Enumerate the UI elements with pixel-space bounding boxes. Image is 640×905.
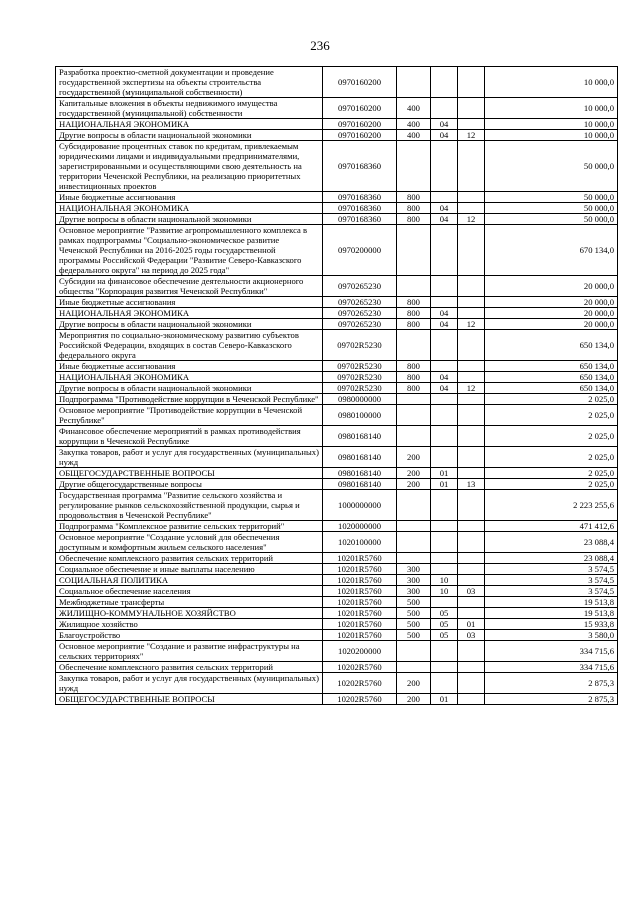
table-row bbox=[56, 192, 618, 203]
section-cell: 05 bbox=[431, 619, 458, 630]
target-code-cell: 0970168360 bbox=[323, 141, 397, 192]
amount-cell: 20 000,0 bbox=[485, 308, 618, 319]
row-name-cell: Субсидии на финансовое обеспечение деятельности акционерного общества "Корпорация развития Чеченской Республики" bbox=[56, 276, 323, 297]
row-name-cell: НАЦИОНАЛЬНАЯ ЭКОНОМИКА bbox=[56, 203, 323, 214]
amount-cell: 50 000,0 bbox=[485, 203, 618, 214]
expense-type-cell: 200 bbox=[397, 694, 431, 705]
table-row bbox=[56, 468, 618, 479]
expense-type-cell: 500 bbox=[397, 630, 431, 641]
section-cell: 04 bbox=[431, 130, 458, 141]
amount-cell: 650 134,0 bbox=[485, 383, 618, 394]
row-name-cell: Основное мероприятие "Развитие агропромышленного комплекса в рамках подпрограммы "Социально-экономическое развитие Чеченской Республики на 2016-2025 годы государственной программы Российской Федерации "Развитие Северо-Кавказского федерального округа" на период до 2025 года" bbox=[56, 225, 323, 276]
section-cell bbox=[431, 597, 458, 608]
expense-type-cell: 800 bbox=[397, 214, 431, 225]
section-cell bbox=[431, 361, 458, 372]
amount-cell: 2 025,0 bbox=[485, 405, 618, 426]
subsection-cell: 01 bbox=[458, 619, 485, 630]
section-cell bbox=[431, 67, 458, 98]
amount-cell: 2 875,3 bbox=[485, 694, 618, 705]
table-row bbox=[56, 276, 618, 297]
amount-cell: 3 574,5 bbox=[485, 586, 618, 597]
subsection-cell bbox=[458, 361, 485, 372]
budget-table bbox=[55, 66, 618, 705]
table-row bbox=[56, 521, 618, 532]
amount-cell: 10 000,0 bbox=[485, 67, 618, 98]
expense-type-cell: 500 bbox=[397, 608, 431, 619]
subsection-cell bbox=[458, 673, 485, 694]
section-cell bbox=[431, 192, 458, 203]
subsection-cell: 03 bbox=[458, 586, 485, 597]
amount-cell: 334 715,6 bbox=[485, 641, 618, 662]
target-code-cell: 10201R5760 bbox=[323, 575, 397, 586]
row-name-cell: Другие вопросы в области национальной экономики bbox=[56, 319, 323, 330]
section-cell: 05 bbox=[431, 630, 458, 641]
section-cell: 04 bbox=[431, 308, 458, 319]
expense-type-cell: 400 bbox=[397, 130, 431, 141]
subsection-cell bbox=[458, 308, 485, 319]
row-name-cell: ОБЩЕГОСУДАРСТВЕННЫЕ ВОПРОСЫ bbox=[56, 694, 323, 705]
table-row bbox=[56, 308, 618, 319]
row-name-cell: Государственная программа "Развитие сельского хозяйства и регулирование рынков сельскохозяйственной продукции, сырья и продовольствия в Чеченской Республике" bbox=[56, 490, 323, 521]
table-row bbox=[56, 641, 618, 662]
amount-cell: 15 933,8 bbox=[485, 619, 618, 630]
expense-type-cell: 400 bbox=[397, 119, 431, 130]
subsection-cell: 03 bbox=[458, 630, 485, 641]
expense-type-cell: 800 bbox=[397, 383, 431, 394]
target-code-cell: 09702R5230 bbox=[323, 330, 397, 361]
expense-type-cell: 800 bbox=[397, 361, 431, 372]
target-code-cell: 10201R5760 bbox=[323, 630, 397, 641]
expense-type-cell bbox=[397, 394, 431, 405]
expense-type-cell bbox=[397, 330, 431, 361]
expense-type-cell bbox=[397, 141, 431, 192]
table-row bbox=[56, 319, 618, 330]
row-name-cell: Благоустройство bbox=[56, 630, 323, 641]
page-number: 236 bbox=[310, 38, 330, 53]
amount-cell: 650 134,0 bbox=[485, 361, 618, 372]
subsection-cell bbox=[458, 521, 485, 532]
row-name-cell: Основное мероприятие "Создание и развитие инфраструктуры на сельских территориях" bbox=[56, 641, 323, 662]
section-cell: 04 bbox=[431, 372, 458, 383]
target-code-cell: 0970265230 bbox=[323, 319, 397, 330]
budget-table-body bbox=[56, 67, 618, 705]
table-row bbox=[56, 490, 618, 521]
subsection-cell bbox=[458, 98, 485, 119]
table-row bbox=[56, 479, 618, 490]
target-code-cell: 10201R5760 bbox=[323, 553, 397, 564]
target-code-cell: 0980168140 bbox=[323, 447, 397, 468]
row-name-cell: Социальное обеспечение и иные выплаты населению bbox=[56, 564, 323, 575]
row-name-cell: Иные бюджетные ассигнования bbox=[56, 192, 323, 203]
table-row bbox=[56, 405, 618, 426]
expense-type-cell: 800 bbox=[397, 297, 431, 308]
amount-cell: 3 574,5 bbox=[485, 564, 618, 575]
table-row bbox=[56, 673, 618, 694]
expense-type-cell bbox=[397, 276, 431, 297]
section-cell bbox=[431, 225, 458, 276]
expense-type-cell: 300 bbox=[397, 586, 431, 597]
table-row bbox=[56, 67, 618, 98]
target-code-cell: 1000000000 bbox=[323, 490, 397, 521]
subsection-cell bbox=[458, 225, 485, 276]
row-name-cell: Обеспечение комплексного развития сельских территорий bbox=[56, 553, 323, 564]
row-name-cell: Капитальные вложения в объекты недвижимого имущества государственной (муниципальной) собственности bbox=[56, 98, 323, 119]
expense-type-cell: 800 bbox=[397, 372, 431, 383]
target-code-cell: 0980000000 bbox=[323, 394, 397, 405]
expense-type-cell bbox=[397, 225, 431, 276]
expense-type-cell: 200 bbox=[397, 468, 431, 479]
section-cell bbox=[431, 641, 458, 662]
subsection-cell: 13 bbox=[458, 479, 485, 490]
expense-type-cell: 200 bbox=[397, 479, 431, 490]
section-cell bbox=[431, 662, 458, 673]
subsection-cell bbox=[458, 394, 485, 405]
expense-type-cell: 400 bbox=[397, 98, 431, 119]
section-cell: 01 bbox=[431, 468, 458, 479]
expense-type-cell: 800 bbox=[397, 203, 431, 214]
amount-cell: 650 134,0 bbox=[485, 330, 618, 361]
subsection-cell bbox=[458, 119, 485, 130]
table-row bbox=[56, 630, 618, 641]
target-code-cell: 09702R5230 bbox=[323, 383, 397, 394]
target-code-cell: 1020000000 bbox=[323, 521, 397, 532]
section-cell bbox=[431, 490, 458, 521]
subsection-cell: 12 bbox=[458, 383, 485, 394]
target-code-cell: 0970160200 bbox=[323, 130, 397, 141]
section-cell bbox=[431, 673, 458, 694]
subsection-cell bbox=[458, 203, 485, 214]
amount-cell: 19 513,8 bbox=[485, 597, 618, 608]
target-code-cell: 0970168360 bbox=[323, 192, 397, 203]
expense-type-cell: 800 bbox=[397, 192, 431, 203]
expense-type-cell: 300 bbox=[397, 564, 431, 575]
row-name-cell: Подпрограмма "Противодействие коррупции в Чеченской Республике" bbox=[56, 394, 323, 405]
subsection-cell bbox=[458, 641, 485, 662]
section-cell bbox=[431, 276, 458, 297]
subsection-cell bbox=[458, 330, 485, 361]
amount-cell: 2 025,0 bbox=[485, 479, 618, 490]
target-code-cell: 0970168360 bbox=[323, 214, 397, 225]
table-row bbox=[56, 130, 618, 141]
table-row bbox=[56, 662, 618, 673]
target-code-cell: 0980168140 bbox=[323, 468, 397, 479]
expense-type-cell bbox=[397, 641, 431, 662]
table-row bbox=[56, 141, 618, 192]
subsection-cell bbox=[458, 372, 485, 383]
target-code-cell: 09702R5230 bbox=[323, 372, 397, 383]
target-code-cell: 10202R5760 bbox=[323, 662, 397, 673]
subsection-cell: 12 bbox=[458, 130, 485, 141]
section-cell bbox=[431, 394, 458, 405]
table-row bbox=[56, 426, 618, 447]
row-name-cell: Мероприятия по социально-экономическому развитию субъектов Российской Федерации, входящих в состав Северо-Кавказского федерального округа bbox=[56, 330, 323, 361]
subsection-cell bbox=[458, 141, 485, 192]
target-code-cell: 10201R5760 bbox=[323, 586, 397, 597]
target-code-cell: 0970265230 bbox=[323, 308, 397, 319]
section-cell: 04 bbox=[431, 383, 458, 394]
target-code-cell: 0980100000 bbox=[323, 405, 397, 426]
table-row bbox=[56, 98, 618, 119]
table-row bbox=[56, 330, 618, 361]
amount-cell: 334 715,6 bbox=[485, 662, 618, 673]
expense-type-cell: 500 bbox=[397, 619, 431, 630]
row-name-cell: Разработка проектно-сметной документации и проведение государственной экспертизы на объекты строительства государственной (муниципальной собственности) bbox=[56, 67, 323, 98]
subsection-cell bbox=[458, 447, 485, 468]
row-name-cell: Другие вопросы в области национальной экономики bbox=[56, 214, 323, 225]
amount-cell: 23 088,4 bbox=[485, 553, 618, 564]
subsection-cell bbox=[458, 297, 485, 308]
row-name-cell: Иные бюджетные ассигнования bbox=[56, 361, 323, 372]
section-cell: 04 bbox=[431, 214, 458, 225]
table-row bbox=[56, 575, 618, 586]
subsection-cell bbox=[458, 532, 485, 553]
table-row bbox=[56, 447, 618, 468]
row-name-cell: НАЦИОНАЛЬНАЯ ЭКОНОМИКА bbox=[56, 372, 323, 383]
subsection-cell bbox=[458, 564, 485, 575]
table-row bbox=[56, 225, 618, 276]
table-row bbox=[56, 394, 618, 405]
target-code-cell: 0980168140 bbox=[323, 479, 397, 490]
table-row bbox=[56, 694, 618, 705]
section-cell bbox=[431, 521, 458, 532]
expense-type-cell bbox=[397, 490, 431, 521]
table-row bbox=[56, 297, 618, 308]
row-name-cell: Закупка товаров, работ и услуг для государственных (муниципальных) нужд bbox=[56, 447, 323, 468]
row-name-cell: Социальное обеспечение населения bbox=[56, 586, 323, 597]
target-code-cell: 10201R5760 bbox=[323, 564, 397, 575]
amount-cell: 20 000,0 bbox=[485, 276, 618, 297]
target-code-cell: 0970168360 bbox=[323, 203, 397, 214]
target-code-cell: 0980168140 bbox=[323, 426, 397, 447]
target-code-cell: 0970160200 bbox=[323, 119, 397, 130]
section-cell: 10 bbox=[431, 575, 458, 586]
expense-type-cell bbox=[397, 521, 431, 532]
section-cell: 04 bbox=[431, 319, 458, 330]
subsection-cell bbox=[458, 468, 485, 479]
amount-cell: 471 412,6 bbox=[485, 521, 618, 532]
amount-cell: 670 134,0 bbox=[485, 225, 618, 276]
section-cell bbox=[431, 426, 458, 447]
amount-cell: 50 000,0 bbox=[485, 192, 618, 203]
expense-type-cell bbox=[397, 532, 431, 553]
target-code-cell: 1020200000 bbox=[323, 641, 397, 662]
subsection-cell bbox=[458, 67, 485, 98]
target-code-cell: 0970160200 bbox=[323, 98, 397, 119]
amount-cell: 2 025,0 bbox=[485, 468, 618, 479]
target-code-cell: 10201R5760 bbox=[323, 619, 397, 630]
row-name-cell: Подпрограмма "Комплексное развитие сельских территорий" bbox=[56, 521, 323, 532]
row-name-cell: СОЦИАЛЬНАЯ ПОЛИТИКА bbox=[56, 575, 323, 586]
row-name-cell: Иные бюджетные ассигнования bbox=[56, 297, 323, 308]
target-code-cell: 10202R5760 bbox=[323, 694, 397, 705]
expense-type-cell bbox=[397, 553, 431, 564]
section-cell: 01 bbox=[431, 479, 458, 490]
row-name-cell: Основное мероприятие "Противодействие коррупции в Чеченской Республике" bbox=[56, 405, 323, 426]
row-name-cell: НАЦИОНАЛЬНАЯ ЭКОНОМИКА bbox=[56, 119, 323, 130]
section-cell: 10 bbox=[431, 586, 458, 597]
row-name-cell: Жилищное хозяйство bbox=[56, 619, 323, 630]
amount-cell: 20 000,0 bbox=[485, 297, 618, 308]
section-cell bbox=[431, 297, 458, 308]
row-name-cell: Межбюджетные трансферты bbox=[56, 597, 323, 608]
target-code-cell: 0970265230 bbox=[323, 276, 397, 297]
subsection-cell: 12 bbox=[458, 319, 485, 330]
amount-cell: 10 000,0 bbox=[485, 98, 618, 119]
section-cell: 05 bbox=[431, 608, 458, 619]
target-code-cell: 0970200000 bbox=[323, 225, 397, 276]
table-row bbox=[56, 361, 618, 372]
subsection-cell bbox=[458, 662, 485, 673]
subsection-cell: 12 bbox=[458, 214, 485, 225]
expense-type-cell: 200 bbox=[397, 447, 431, 468]
row-name-cell: Основное мероприятие "Создание условий для обеспечения доступным и комфортным жильем сельского населения" bbox=[56, 532, 323, 553]
amount-cell: 2 025,0 bbox=[485, 447, 618, 468]
subsection-cell bbox=[458, 405, 485, 426]
amount-cell: 3 580,0 bbox=[485, 630, 618, 641]
expense-type-cell bbox=[397, 405, 431, 426]
table-row bbox=[56, 564, 618, 575]
expense-type-cell: 500 bbox=[397, 597, 431, 608]
amount-cell: 3 574,5 bbox=[485, 575, 618, 586]
table-row bbox=[56, 383, 618, 394]
table-row bbox=[56, 597, 618, 608]
row-name-cell: ЖИЛИЩНО-КОММУНАЛЬНОЕ ХОЗЯЙСТВО bbox=[56, 608, 323, 619]
row-name-cell: Финансовое обеспечение мероприятий в рамках противодействия коррупции в Чеченской Республике bbox=[56, 426, 323, 447]
table-row bbox=[56, 119, 618, 130]
target-code-cell: 10202R5760 bbox=[323, 673, 397, 694]
subsection-cell bbox=[458, 276, 485, 297]
section-cell: 04 bbox=[431, 203, 458, 214]
amount-cell: 650 134,0 bbox=[485, 372, 618, 383]
target-code-cell: 0970160200 bbox=[323, 67, 397, 98]
subsection-cell bbox=[458, 597, 485, 608]
amount-cell: 2 025,0 bbox=[485, 394, 618, 405]
table-row bbox=[56, 608, 618, 619]
subsection-cell bbox=[458, 575, 485, 586]
target-code-cell: 10201R5760 bbox=[323, 597, 397, 608]
target-code-cell: 09702R5230 bbox=[323, 361, 397, 372]
amount-cell: 50 000,0 bbox=[485, 214, 618, 225]
row-name-cell: Субсидирование процентных ставок по кредитам, привлекаемым юридическими лицами и индивидуальными предпринимателями, зарегистрированными и осуществляющими свою деятельность на территории Чеченской Республики, на реализацию приоритетных инвестиционных проектов bbox=[56, 141, 323, 192]
row-name-cell: НАЦИОНАЛЬНАЯ ЭКОНОМИКА bbox=[56, 308, 323, 319]
amount-cell: 2 223 255,6 bbox=[485, 490, 618, 521]
subsection-cell bbox=[458, 192, 485, 203]
amount-cell: 19 513,8 bbox=[485, 608, 618, 619]
target-code-cell: 0970265230 bbox=[323, 297, 397, 308]
section-cell bbox=[431, 564, 458, 575]
section-cell: 01 bbox=[431, 694, 458, 705]
row-name-cell: Обеспечение комплексного развития сельских территорий bbox=[56, 662, 323, 673]
subsection-cell bbox=[458, 553, 485, 564]
expense-type-cell: 300 bbox=[397, 575, 431, 586]
amount-cell: 10 000,0 bbox=[485, 130, 618, 141]
expense-type-cell: 800 bbox=[397, 319, 431, 330]
amount-cell: 50 000,0 bbox=[485, 141, 618, 192]
row-name-cell: Другие вопросы в области национальной экономики bbox=[56, 383, 323, 394]
section-cell bbox=[431, 405, 458, 426]
table-row bbox=[56, 372, 618, 383]
table-row bbox=[56, 203, 618, 214]
section-cell bbox=[431, 330, 458, 361]
section-cell bbox=[431, 532, 458, 553]
row-name-cell: Закупка товаров, работ и услуг для государственных (муниципальных) нужд bbox=[56, 673, 323, 694]
row-name-cell: Другие общегосударственные вопросы bbox=[56, 479, 323, 490]
expense-type-cell: 200 bbox=[397, 673, 431, 694]
expense-type-cell: 800 bbox=[397, 308, 431, 319]
section-cell bbox=[431, 447, 458, 468]
amount-cell: 20 000,0 bbox=[485, 319, 618, 330]
section-cell bbox=[431, 98, 458, 119]
expense-type-cell bbox=[397, 662, 431, 673]
row-name-cell: ОБЩЕГОСУДАРСТВЕННЫЕ ВОПРОСЫ bbox=[56, 468, 323, 479]
row-name-cell: Другие вопросы в области национальной экономики bbox=[56, 130, 323, 141]
amount-cell: 2 875,3 bbox=[485, 673, 618, 694]
table-row bbox=[56, 532, 618, 553]
section-cell bbox=[431, 553, 458, 564]
target-code-cell: 1020100000 bbox=[323, 532, 397, 553]
table-row bbox=[56, 214, 618, 225]
amount-cell: 10 000,0 bbox=[485, 119, 618, 130]
target-code-cell: 10201R5760 bbox=[323, 608, 397, 619]
subsection-cell bbox=[458, 694, 485, 705]
subsection-cell bbox=[458, 608, 485, 619]
amount-cell: 2 025,0 bbox=[485, 426, 618, 447]
amount-cell: 23 088,4 bbox=[485, 532, 618, 553]
subsection-cell bbox=[458, 426, 485, 447]
section-cell: 04 bbox=[431, 119, 458, 130]
expense-type-cell bbox=[397, 426, 431, 447]
subsection-cell bbox=[458, 490, 485, 521]
table-row bbox=[56, 586, 618, 597]
expense-type-cell bbox=[397, 67, 431, 98]
table-row bbox=[56, 619, 618, 630]
table-row bbox=[56, 553, 618, 564]
section-cell bbox=[431, 141, 458, 192]
